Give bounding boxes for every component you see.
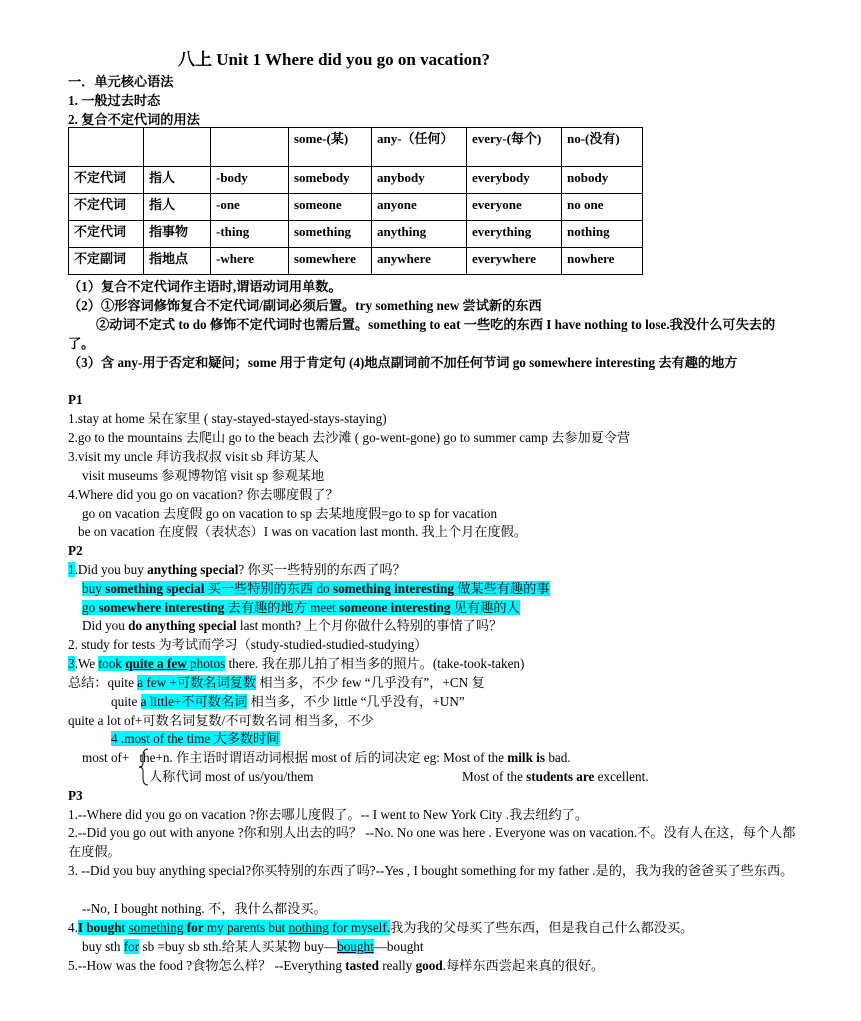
p3-line-3: 3. --Did you buy anything special?你买特别的东西了吗?--Yes , I bought something for my father .是的，我为我的爸爸买了些东西。 bbox=[68, 863, 794, 878]
p2-line-9: quite a lot of+可数名词复数/不可数名词 相当多，不少 bbox=[68, 713, 374, 728]
brace-icon bbox=[139, 748, 149, 786]
p2-line-5: 2. study for tests 为考试而学习（study-studied-studied-studying） bbox=[68, 637, 428, 652]
table-cell: nowhere bbox=[562, 248, 643, 275]
p3-line-6 bbox=[82, 937, 424, 956]
text-run: t bbox=[121, 920, 129, 935]
table-cell: every-(每个) bbox=[467, 128, 562, 167]
table-cell: 不定代词 bbox=[69, 194, 144, 221]
text-run: 相当多，不少 little “几乎没有，+UN” bbox=[247, 694, 465, 709]
text-run: 见有趣的人 bbox=[450, 600, 520, 615]
table-header-row bbox=[69, 128, 643, 167]
text-run: go bbox=[82, 600, 99, 615]
text-run: excellent. bbox=[594, 769, 649, 784]
text-run: for myself. bbox=[328, 920, 391, 935]
table-cell: 不定代词 bbox=[69, 221, 144, 248]
highlight bbox=[82, 581, 550, 596]
pronoun-table bbox=[68, 127, 643, 275]
document-title: 八上 Unit 1 Where did you go on vacation? bbox=[178, 50, 491, 69]
p3-line-7 bbox=[68, 956, 604, 975]
highlight: 3 bbox=[68, 656, 75, 671]
text-run: quite a few bbox=[125, 656, 187, 671]
text-run: 相当多，不少 few “几乎没有”，+CN 复 bbox=[256, 675, 485, 690]
text-run: took bbox=[98, 656, 122, 671]
table-cell: -where bbox=[211, 248, 289, 275]
table-cell: anybody bbox=[372, 167, 467, 194]
p1-line-6: go on vacation 去度假 go on vacation to sp 去某地度假=go to sp for vacation bbox=[82, 506, 498, 521]
table-cell: everybody bbox=[467, 167, 562, 194]
grammar-item-2: 2. 复合不定代词的用法 bbox=[68, 112, 200, 127]
text-run: 5.--How was the food ?食物怎么样？ --Everything bbox=[68, 958, 346, 973]
p1-line-3: 3.visit my uncle 拜访我叔叔 visit sb 拜访某人 bbox=[68, 449, 319, 464]
text-run: somewhere interesting bbox=[98, 600, 225, 615]
table-cell: somewhere bbox=[289, 248, 372, 275]
table-cell: everything bbox=[467, 221, 562, 248]
text-run: 我为我的父母买了些东西，但是我自己什么都没买。 bbox=[390, 920, 694, 935]
p2-line-3 bbox=[82, 598, 520, 617]
table-cell: nobody bbox=[562, 167, 643, 194]
text-run: —bought bbox=[373, 939, 424, 954]
text-run: 买一些特别的东西 do bbox=[204, 581, 333, 596]
table-cell: anywhere bbox=[372, 248, 467, 275]
highlight: a few +可数名词复数 bbox=[137, 675, 257, 690]
text-run: last month? 上个月你做什么特别的事情了吗？ bbox=[236, 618, 503, 633]
table-cell: 不定副词 bbox=[69, 248, 144, 275]
text-run: Most of the bbox=[462, 769, 527, 784]
text-run: .Did you buy bbox=[74, 562, 148, 577]
rule-3: （3）含 any-用于否定和疑问；some 用于肯定句 (4)地点副词前不加任何节词 go somewhere interesting 去有趣的地方 bbox=[68, 355, 738, 370]
text-run: something special bbox=[105, 581, 205, 596]
p1-line-4: visit museums 参观博物馆 visit sp 参观某地 bbox=[82, 468, 325, 483]
text-run: my parents but bbox=[203, 920, 289, 935]
table-row bbox=[69, 167, 643, 194]
highlight bbox=[82, 600, 520, 615]
table-cell: nothing bbox=[562, 221, 643, 248]
text-run: most of+ bbox=[82, 750, 130, 765]
text-run: anything special bbox=[147, 562, 239, 577]
table-cell bbox=[69, 128, 144, 167]
p2-line-4 bbox=[82, 616, 502, 635]
table-cell: 指人 bbox=[144, 167, 211, 194]
text-run: 去有趣的地方 meet bbox=[224, 600, 340, 615]
table-cell bbox=[144, 128, 211, 167]
p3-line-4: --No, I bought nothing. 不，我什么都没买。 bbox=[82, 901, 327, 916]
table-cell: -body bbox=[211, 167, 289, 194]
text-run: nothing bbox=[288, 920, 329, 935]
table-cell bbox=[211, 128, 289, 167]
text-run: .每样东西尝起来真的很好。 bbox=[442, 958, 605, 973]
text-run: quite bbox=[111, 694, 141, 709]
table-cell: some-(某) bbox=[289, 128, 372, 167]
table-cell: no-(没有) bbox=[562, 128, 643, 167]
p2-line-7 bbox=[68, 673, 485, 692]
rule-1: （1）复合不定代词作主语时,谓语动词用单数。 bbox=[68, 279, 342, 294]
rule-2a: （2）①形容词修饰复合不定代词/副词必须后置。try something new 尝试新的东西 bbox=[68, 298, 542, 313]
text-run: tasted bbox=[345, 958, 379, 973]
p2-line-11 bbox=[82, 748, 571, 767]
table-cell: everyone bbox=[467, 194, 562, 221]
text-run: do anything special bbox=[128, 618, 237, 633]
table-cell: something bbox=[289, 221, 372, 248]
text-run: something interesting bbox=[332, 581, 454, 596]
p3-line-1: 1.--Where did you go on vacation ?你去哪儿度假了。-- I went to New York City .我去纽约了。 bbox=[68, 807, 589, 822]
table-row bbox=[69, 248, 643, 275]
text-run: .We bbox=[74, 656, 99, 671]
text-run: buy bbox=[82, 581, 106, 596]
text-run: there. 我在那儿拍了相当多的照片。(take-took-taken) bbox=[225, 656, 525, 671]
text-run: the+n. 作主语时谓语动词根据 most of 后的词决定 eg: Most of the bbox=[139, 750, 508, 765]
p2-heading: P2 bbox=[68, 543, 83, 558]
text-run: buy sth bbox=[82, 939, 124, 954]
table-row bbox=[69, 221, 643, 248]
highlight: a little+不可数名词 bbox=[140, 694, 248, 709]
p2-line-8 bbox=[111, 692, 465, 711]
table-cell: everywhere bbox=[467, 248, 562, 275]
text-run: milk is bbox=[507, 750, 546, 765]
highlight bbox=[78, 920, 390, 935]
table-cell: no one bbox=[562, 194, 643, 221]
grammar-item-1: 1. 一般过去时态 bbox=[68, 93, 161, 108]
table-cell: -thing bbox=[211, 221, 289, 248]
text-run: 做某些有趣的事 bbox=[453, 581, 550, 596]
table-cell: anyone bbox=[372, 194, 467, 221]
text-run: something bbox=[128, 920, 184, 935]
p2-line-2 bbox=[82, 579, 550, 598]
text-run: I bough bbox=[77, 920, 122, 935]
highlight: 4 .most of the time 大多数时间 bbox=[111, 731, 280, 746]
table-row bbox=[69, 194, 643, 221]
text-run: Did you bbox=[82, 618, 129, 633]
p3-line-2: 2.--Did you go out with anyone ?你和别人出去的吗？ --No. No one was here . Everyone was on vacation.不。没有人在这，每个人都在度假。 bbox=[68, 825, 796, 859]
p1-line-5: 4.Where did you go on vacation? 你去哪度假了？ bbox=[68, 487, 339, 502]
text-run: bad. bbox=[545, 750, 571, 765]
rule-2b: ②动词不定式 to do 修饰不定代词时也需后置。something to eat 一些吃的东西 I have nothing to lose.我没什么可失去的了。 bbox=[68, 317, 776, 351]
table-cell: 指地点 bbox=[144, 248, 211, 275]
text-run: 总结：quite bbox=[68, 675, 138, 690]
p2-line-12b bbox=[462, 767, 649, 786]
p2-line-6 bbox=[68, 654, 524, 673]
text-run: 4. bbox=[68, 920, 78, 935]
table-cell: 不定代词 bbox=[69, 167, 144, 194]
text-run: good bbox=[415, 958, 443, 973]
table-cell: 指人 bbox=[144, 194, 211, 221]
text-run: photos bbox=[186, 656, 226, 671]
text-run: ? 你买一些特别的东西了吗？ bbox=[238, 562, 406, 577]
text-run: really bbox=[378, 958, 416, 973]
text-run: sb =buy sb sth.给某人买某物 buy— bbox=[139, 939, 338, 954]
p1-line-7: be on vacation 在度假（表状态）I was on vacation last month. 我上个月在度假。 bbox=[78, 524, 528, 539]
table-cell: someone bbox=[289, 194, 372, 221]
table-cell: -one bbox=[211, 194, 289, 221]
p1-heading: P1 bbox=[68, 392, 83, 407]
p1-line-1: 1.stay at home 呆在家里 ( stay-stayed-stayed-stays-staying) bbox=[68, 411, 387, 426]
highlight: for bbox=[123, 939, 140, 954]
p2-line-1 bbox=[68, 560, 406, 579]
highlight: bought bbox=[337, 939, 374, 954]
p2-line-10 bbox=[111, 729, 280, 748]
table-cell: somebody bbox=[289, 167, 372, 194]
text-run: students are bbox=[526, 769, 595, 784]
highlight bbox=[98, 656, 225, 671]
text-run: for bbox=[183, 920, 204, 935]
p1-line-2: 2.go to the mountains 去爬山 go to the beach 去沙滩 ( go-went-gone) go to summer camp 去参加夏令营 bbox=[68, 430, 631, 445]
section-heading: 一．单元核心语法 bbox=[68, 74, 174, 89]
p2-line-12a: 人称代词 most of us/you/them bbox=[149, 769, 314, 784]
table-cell: 指事物 bbox=[144, 221, 211, 248]
table-cell: any-（任何） bbox=[372, 128, 467, 167]
text-run: someone interesting bbox=[339, 600, 451, 615]
highlight: 1 bbox=[68, 562, 75, 577]
p3-line-5 bbox=[68, 918, 693, 937]
table-cell: anything bbox=[372, 221, 467, 248]
p3-heading: P3 bbox=[68, 788, 83, 803]
